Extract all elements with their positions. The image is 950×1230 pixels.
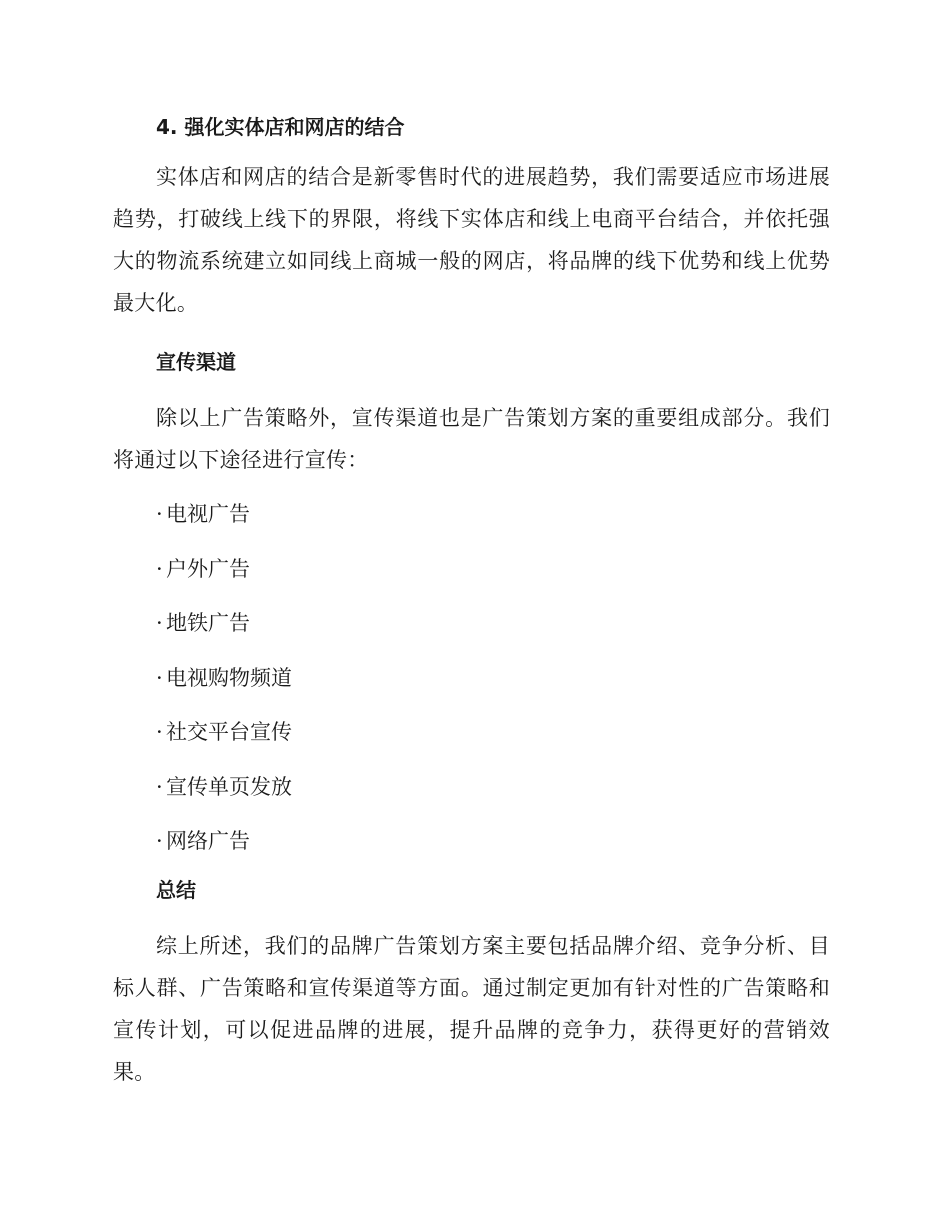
list-item	[113, 772, 830, 802]
bullet-marker: ·	[156, 556, 163, 581]
list-item	[113, 663, 830, 693]
bullet-marker: ·	[156, 502, 163, 526]
section-paragraph-summary: 综上所述，我们的品牌广告策划方案主要包括品牌介绍、竞争分析、目标人群、广告策略和宣传渠道等方面。通过制定更加有针对性的广告策略和宣传计划，可以促进品牌的进展，提升品牌的竞争力，获得更好的营销效果。	[113, 933, 830, 1084]
list-item-text: 网络广告	[166, 829, 250, 853]
list-item-text: 社交平台宣传	[166, 720, 292, 744]
bullet-marker: ·	[156, 665, 163, 690]
list-item-text: 电视购物频道	[166, 665, 292, 690]
section-paragraph-channels: 除以上广告策略外，宣传渠道也是广告策划方案的重要组成部分。我们将通过以下途径进行宣传：	[113, 406, 830, 472]
list-item-text: 地铁广告	[166, 611, 250, 635]
bullet-marker: ·	[156, 720, 163, 744]
list-item	[113, 499, 830, 529]
list-item	[113, 554, 830, 584]
bullet-marker: ·	[156, 774, 163, 799]
list-item-text: 电视广告	[166, 502, 250, 526]
section-heading-channels: 宣传渠道	[156, 350, 236, 374]
list-item	[113, 717, 830, 747]
section-paragraph-store-integration: 实体店和网店的结合是新零售时代的进展趋势，我们需要适应市场进展趋势，打破线上线下的界限，将线下实体店和线上电商平台结合，并依托强大的物流系统建立如同线上商城一般的网店，将品牌的线下优势和线上优势最大化。	[113, 165, 830, 315]
bullet-marker: ·	[156, 611, 163, 635]
section-heading-summary: 总结	[156, 877, 196, 902]
bullet-marker: ·	[156, 829, 163, 853]
list-item	[113, 826, 830, 856]
list-item-text: 户外广告	[166, 556, 250, 581]
channel-list	[113, 499, 830, 856]
list-item	[113, 608, 830, 638]
list-item-text: 宣传单页发放	[166, 774, 292, 799]
section-heading-store-integration: 4. 强化实体店和网店的结合	[156, 115, 405, 139]
